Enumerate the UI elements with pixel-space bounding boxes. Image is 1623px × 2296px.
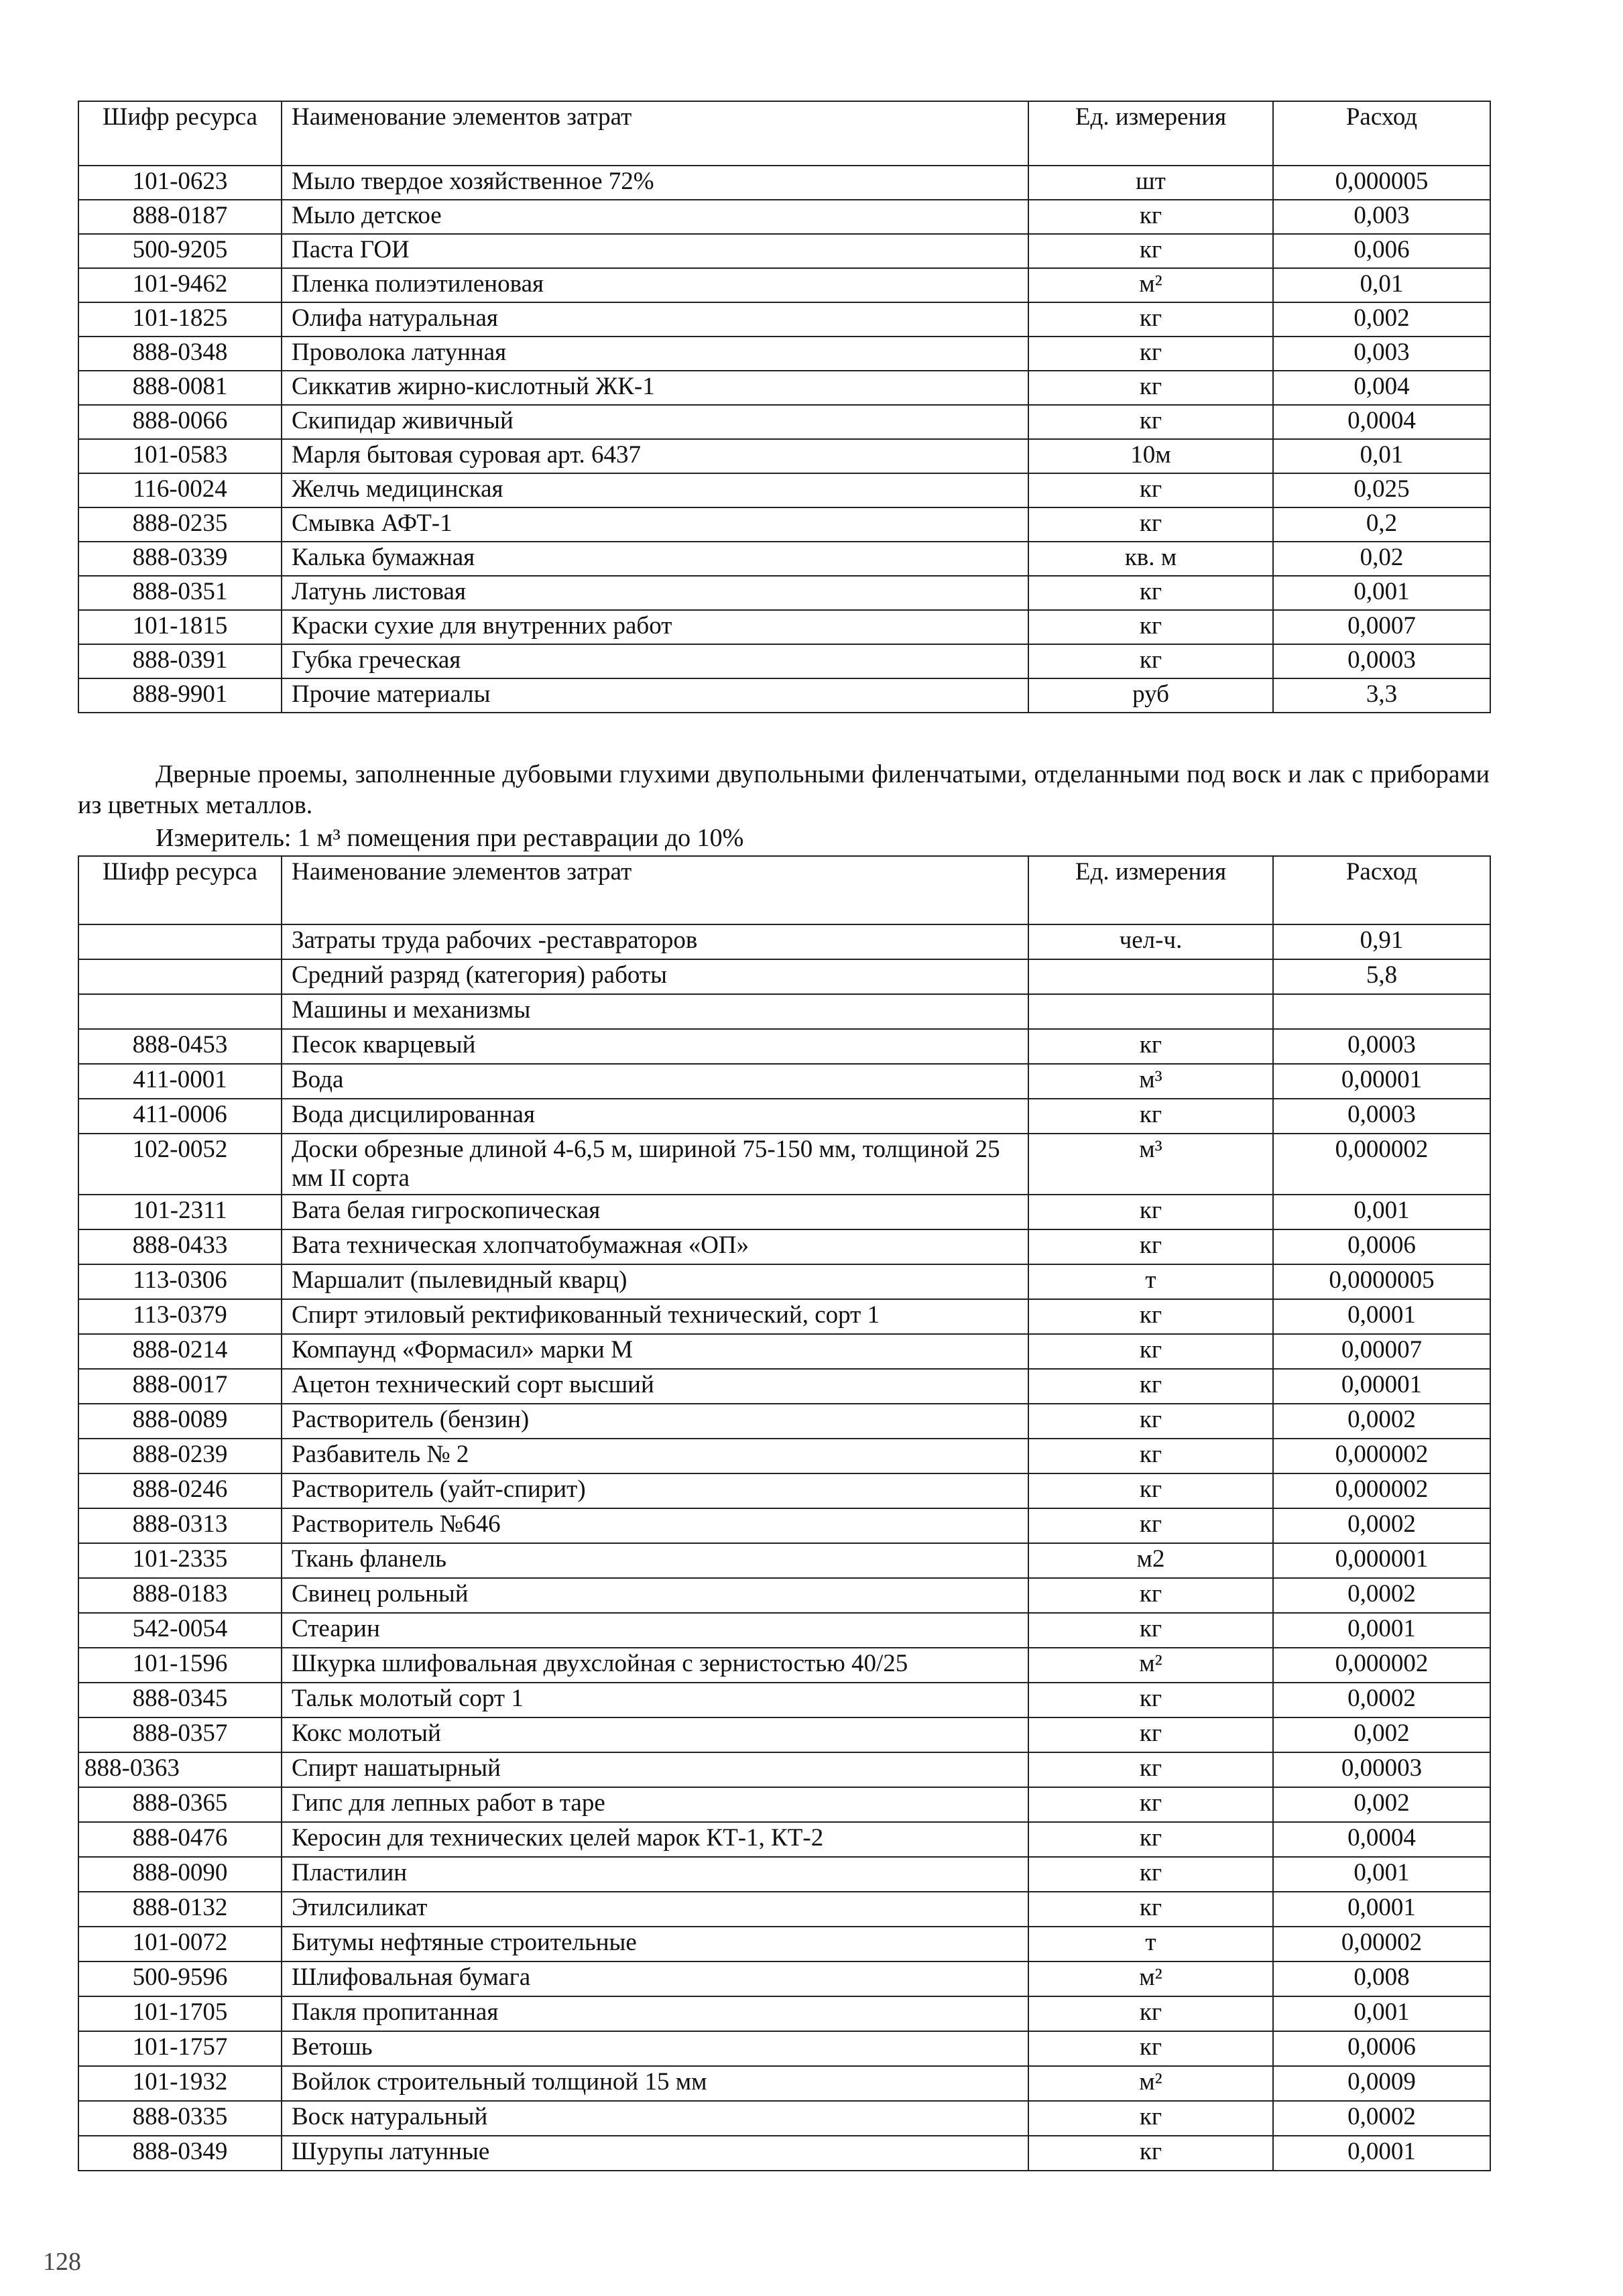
cell-name: Сиккатив жирно-кислотный ЖК-1 [282,371,1028,405]
cell-consumption: 0,000002 [1273,1648,1490,1683]
cell-code: 888-0351 [78,576,282,610]
cell-name: Ткань фланель [282,1543,1028,1578]
cell-unit: кг [1028,371,1273,405]
cell-name: Калька бумажная [282,542,1028,576]
cell-consumption: 0,0002 [1273,1683,1490,1717]
cell-consumption: 0,000001 [1273,1543,1490,1578]
cell-code: 101-9462 [78,268,282,302]
cell-name: Мыло детское [282,200,1028,234]
table-header-row [78,856,1490,924]
cell-name: Кокс молотый [282,1717,1028,1752]
cell-code: 888-0363 [78,1752,282,1787]
table-row [78,1334,1490,1369]
cell-unit: кг [1028,1369,1273,1404]
cell-unit: кг [1028,2136,1273,2171]
cell-name: Машины и механизмы [282,994,1028,1029]
cell-name: Вата белая гигроскопическая [282,1195,1028,1229]
cell-consumption: 0,0004 [1273,1822,1490,1857]
cell-consumption: 0,0002 [1273,1508,1490,1543]
cell-name: Разбавитель № 2 [282,1439,1028,1473]
table-row [78,542,1490,576]
cell-name: Доски обрезные длиной 4-6,5 м, шириной 75-150 мм, толщиной 25 мм II сорта [282,1134,1028,1195]
table-row [78,1613,1490,1648]
cell-unit: кг [1028,337,1273,371]
cell-name: Керосин для технических целей марок КТ-1, КТ-2 [282,1822,1028,1857]
cell-unit: м² [1028,1648,1273,1683]
cell-name: Краски сухие для внутренних работ [282,610,1028,644]
cell-code: 102-0052 [78,1134,282,1195]
cell-code: 888-0339 [78,542,282,576]
cell-code: 888-0089 [78,1404,282,1439]
cell-consumption: 0,025 [1273,473,1490,507]
cell-consumption: 0,006 [1273,234,1490,268]
cell-code [78,924,282,959]
table-row [78,1195,1490,1229]
cell-name: Песок кварцевый [282,1029,1028,1064]
cell-consumption: 0,0003 [1273,1029,1490,1064]
cell-code: 101-0583 [78,439,282,473]
cell-consumption: 5,8 [1273,959,1490,994]
table-row [78,1717,1490,1752]
table-row [78,1099,1490,1134]
cell-unit [1028,994,1273,1029]
cell-consumption [1273,994,1490,1029]
cell-name: Войлок строительный толщиной 15 мм [282,2066,1028,2101]
cell-unit: кг [1028,1439,1273,1473]
cell-code: 101-0072 [78,1927,282,1961]
cell-consumption: 0,91 [1273,924,1490,959]
cell-consumption: 0,0006 [1273,2031,1490,2066]
cell-unit: кг [1028,1613,1273,1648]
cell-consumption: 0,01 [1273,439,1490,473]
cell-code [78,959,282,994]
cell-unit: кг [1028,1229,1273,1264]
cell-name: Шлифовальная бумага [282,1961,1028,1996]
cell-consumption: 0,001 [1273,1857,1490,1892]
cell-unit: кг [1028,1752,1273,1787]
cell-unit: кг [1028,2101,1273,2136]
cell-code: 101-1705 [78,1996,282,2031]
table-row [78,924,1490,959]
cell-name: Олифа натуральная [282,302,1028,337]
table-row [78,1996,1490,2031]
cell-name: Пластилин [282,1857,1028,1892]
cell-name: Вата техническая хлопчатобумажная «ОП» [282,1229,1028,1264]
cell-code: 411-0001 [78,1064,282,1099]
table-row [78,1822,1490,1857]
table-row [78,2101,1490,2136]
cell-name: Маршалит (пылевидный кварц) [282,1264,1028,1299]
cell-code: 888-0433 [78,1229,282,1264]
cell-unit: кг [1028,1404,1273,1439]
cell-code: 500-9205 [78,234,282,268]
table-row [78,1299,1490,1334]
cell-consumption: 0,02 [1273,542,1490,576]
cell-unit: кг [1028,1029,1273,1064]
cell-code: 101-1825 [78,302,282,337]
table-row [78,1064,1490,1099]
cell-code: 888-0017 [78,1369,282,1404]
cell-unit: кг [1028,1787,1273,1822]
cell-code: 500-9596 [78,1961,282,1996]
cell-code [78,994,282,1029]
header-consumption: Расход [1273,101,1490,166]
header-name: Наименование элементов затрат [282,856,1028,924]
cell-consumption: 0,00003 [1273,1752,1490,1787]
cell-unit: кг [1028,507,1273,542]
cell-consumption: 0,0001 [1273,1613,1490,1648]
cell-name: Растворитель (уайт-спирит) [282,1473,1028,1508]
cell-consumption: 0,0009 [1273,2066,1490,2101]
cell-consumption: 0,01 [1273,268,1490,302]
cell-code: 542-0054 [78,1613,282,1648]
cell-unit: кг [1028,2031,1273,2066]
cell-name: Шурупы латунные [282,2136,1028,2171]
cell-name: Средний разряд (категория) работы [282,959,1028,994]
cell-name: Свинец рольный [282,1578,1028,1613]
cell-unit: кг [1028,1334,1273,1369]
cell-consumption: 0,0001 [1273,1299,1490,1334]
cell-code: 888-0453 [78,1029,282,1064]
cell-consumption: 0,008 [1273,1961,1490,1996]
cell-unit: т [1028,1264,1273,1299]
cell-unit: м³ [1028,1134,1273,1195]
table-row [78,1229,1490,1264]
cell-consumption: 0,0000005 [1273,1264,1490,1299]
cell-unit: кг [1028,1473,1273,1508]
cell-code: 888-0335 [78,2101,282,2136]
cell-name: Этилсиликат [282,1892,1028,1927]
cell-consumption: 0,000005 [1273,166,1490,200]
cell-code: 888-0214 [78,1334,282,1369]
cell-name: Гипс для лепных работ в таре [282,1787,1028,1822]
cell-code: 888-0235 [78,507,282,542]
cell-name: Скипидар живичный [282,405,1028,439]
cell-unit: кг [1028,1508,1273,1543]
table-row [78,1134,1490,1195]
cell-unit: кг [1028,1857,1273,1892]
table-row [78,302,1490,337]
table-row [78,2066,1490,2101]
cell-unit: кг [1028,1683,1273,1717]
cell-name: Тальк молотый сорт 1 [282,1683,1028,1717]
cell-consumption: 0,0003 [1273,1099,1490,1134]
cell-code: 101-1932 [78,2066,282,2101]
cell-name: Прочие материалы [282,678,1028,713]
cell-name: Желчь медицинская [282,473,1028,507]
cell-code: 101-1815 [78,610,282,644]
resource-table-1 [78,101,1491,713]
section-description: Дверные проемы, заполненные дубовыми глухими двупольными филенчатыми, отделанными под воск и лак с приборами из цветных металлов. [78,760,1490,819]
cell-unit: кв. м [1028,542,1273,576]
table-header-row [78,101,1490,166]
cell-code: 113-0306 [78,1264,282,1299]
header-unit: Ед. измерения [1028,856,1273,924]
section-meter: Измеритель: 1 м³ помещения при реставрации до 10% [156,824,744,852]
cell-code: 888-0090 [78,1857,282,1892]
cell-unit: чел-ч. [1028,924,1273,959]
cell-code: 888-0066 [78,405,282,439]
table-row [78,2136,1490,2171]
cell-name: Растворитель (бензин) [282,1404,1028,1439]
cell-unit: 10м [1028,439,1273,473]
cell-unit: кг [1028,1717,1273,1752]
cell-consumption: 0,0007 [1273,610,1490,644]
header-consumption: Расход [1273,856,1490,924]
cell-name: Компаунд «Формасил» марки М [282,1334,1028,1369]
table-row [78,1961,1490,1996]
cell-consumption: 3,3 [1273,678,1490,713]
cell-consumption: 0,000002 [1273,1473,1490,1508]
cell-consumption: 0,2 [1273,507,1490,542]
cell-unit: кг [1028,576,1273,610]
cell-consumption: 0,003 [1273,337,1490,371]
cell-code: 888-0357 [78,1717,282,1752]
cell-code: 888-0349 [78,2136,282,2171]
cell-code: 888-0246 [78,1473,282,1508]
cell-consumption: 0,00001 [1273,1064,1490,1099]
cell-code: 888-9901 [78,678,282,713]
header-unit: Ед. измерения [1028,101,1273,166]
cell-consumption: 0,0001 [1273,2136,1490,2171]
cell-consumption: 0,0004 [1273,405,1490,439]
table-row [78,1029,1490,1064]
cell-unit: т [1028,1927,1273,1961]
cell-consumption: 0,0003 [1273,644,1490,678]
cell-unit: кг [1028,1822,1273,1857]
cell-unit: кг [1028,302,1273,337]
cell-code: 113-0379 [78,1299,282,1334]
cell-unit: м² [1028,268,1273,302]
cell-name: Вода [282,1064,1028,1099]
cell-consumption: 0,002 [1273,302,1490,337]
table-row [78,337,1490,371]
cell-name: Пленка полиэтиленовая [282,268,1028,302]
cell-unit: кг [1028,644,1273,678]
cell-name: Марля бытовая суровая арт. 6437 [282,439,1028,473]
table-row [78,473,1490,507]
cell-unit: шт [1028,166,1273,200]
cell-consumption: 0,003 [1273,200,1490,234]
cell-unit: кг [1028,1892,1273,1927]
table-row [78,959,1490,994]
cell-consumption: 0,001 [1273,576,1490,610]
cell-unit: кг [1028,200,1273,234]
cell-consumption: 0,0006 [1273,1229,1490,1264]
table-row [78,1543,1490,1578]
cell-name: Проволока латунная [282,337,1028,371]
table-row [78,507,1490,542]
header-code: Шифр ресурса [78,856,282,924]
cell-name: Вода дисцилированная [282,1099,1028,1134]
cell-consumption: 0,001 [1273,1195,1490,1229]
table-row [78,234,1490,268]
cell-code: 411-0006 [78,1099,282,1134]
table-row [78,1787,1490,1822]
cell-consumption: 0,0001 [1273,1892,1490,1927]
cell-code: 101-1596 [78,1648,282,1683]
table-row [78,1508,1490,1543]
cell-consumption: 0,001 [1273,1996,1490,2031]
table-row [78,576,1490,610]
cell-name: Ацетон технический сорт высший [282,1369,1028,1404]
cell-unit: кг [1028,1996,1273,2031]
header-code: Шифр ресурса [78,101,282,166]
table-row [78,1473,1490,1508]
table-row [78,1648,1490,1683]
cell-unit: руб [1028,678,1273,713]
cell-unit: м2 [1028,1543,1273,1578]
cell-consumption: 0,0002 [1273,1404,1490,1439]
cell-consumption: 0,0002 [1273,1578,1490,1613]
cell-unit: кг [1028,1578,1273,1613]
table-row [78,644,1490,678]
table-row [78,994,1490,1029]
cell-code: 888-0081 [78,371,282,405]
cell-name: Пакля пропитанная [282,1996,1028,2031]
cell-name: Шкурка шлифовальная двухслойная с зернистостью 40/25 [282,1648,1028,1683]
table-row [78,678,1490,713]
cell-code: 888-0183 [78,1578,282,1613]
cell-name: Затраты труда рабочих -реставраторов [282,924,1028,959]
table-row [78,1439,1490,1473]
cell-unit: м² [1028,2066,1273,2101]
cell-name: Паста ГОИ [282,234,1028,268]
table-row [78,405,1490,439]
table-row [78,1752,1490,1787]
cell-code: 888-0391 [78,644,282,678]
cell-name: Ветошь [282,2031,1028,2066]
table-row [78,1927,1490,1961]
cell-code: 888-0365 [78,1787,282,1822]
cell-code: 101-0623 [78,166,282,200]
cell-unit: кг [1028,1299,1273,1334]
cell-consumption: 0,000002 [1273,1439,1490,1473]
header-name: Наименование элементов затрат [282,101,1028,166]
cell-code: 101-2311 [78,1195,282,1229]
table-row [78,200,1490,234]
table-row [78,1369,1490,1404]
resource-table-2 [78,855,1491,2171]
table-row [78,610,1490,644]
table-row [78,1578,1490,1613]
cell-code: 101-2335 [78,1543,282,1578]
cell-code: 888-0345 [78,1683,282,1717]
cell-code: 116-0024 [78,473,282,507]
cell-code: 888-0313 [78,1508,282,1543]
table-row [78,439,1490,473]
cell-name: Мыло твердое хозяйственное 72% [282,166,1028,200]
cell-consumption: 0,002 [1273,1717,1490,1752]
page-number: 128 [43,2248,81,2276]
cell-code: 888-0187 [78,200,282,234]
cell-name: Растворитель №646 [282,1508,1028,1543]
table-row [78,1892,1490,1927]
cell-code: 888-0132 [78,1892,282,1927]
cell-consumption: 0,002 [1273,1787,1490,1822]
cell-name: Битумы нефтяные строительные [282,1927,1028,1961]
cell-name: Смывка АФТ-1 [282,507,1028,542]
cell-name: Спирт этиловый ректификованный технический, сорт 1 [282,1299,1028,1334]
cell-name: Губка греческая [282,644,1028,678]
cell-unit [1028,959,1273,994]
cell-consumption: 0,00002 [1273,1927,1490,1961]
cell-unit: м³ [1028,1064,1273,1099]
cell-unit: кг [1028,1195,1273,1229]
cell-consumption: 0,0002 [1273,2101,1490,2136]
table-row [78,1683,1490,1717]
cell-unit: кг [1028,1099,1273,1134]
cell-code: 888-0348 [78,337,282,371]
table-row [78,2031,1490,2066]
cell-name: Спирт нашатырный [282,1752,1028,1787]
cell-name: Воск натуральный [282,2101,1028,2136]
cell-code: 888-0476 [78,1822,282,1857]
table-row [78,371,1490,405]
table-row [78,1857,1490,1892]
cell-consumption: 0,00001 [1273,1369,1490,1404]
cell-unit: кг [1028,610,1273,644]
cell-consumption: 0,00007 [1273,1334,1490,1369]
table-row [78,1264,1490,1299]
cell-name: Стеарин [282,1613,1028,1648]
cell-unit: кг [1028,405,1273,439]
cell-unit: кг [1028,473,1273,507]
cell-consumption: 0,004 [1273,371,1490,405]
cell-unit: м² [1028,1961,1273,1996]
cell-code: 101-1757 [78,2031,282,2066]
cell-consumption: 0,000002 [1273,1134,1490,1195]
cell-unit: кг [1028,234,1273,268]
cell-name: Латунь листовая [282,576,1028,610]
table-row [78,1404,1490,1439]
table-row [78,166,1490,200]
table-row [78,268,1490,302]
cell-code: 888-0239 [78,1439,282,1473]
